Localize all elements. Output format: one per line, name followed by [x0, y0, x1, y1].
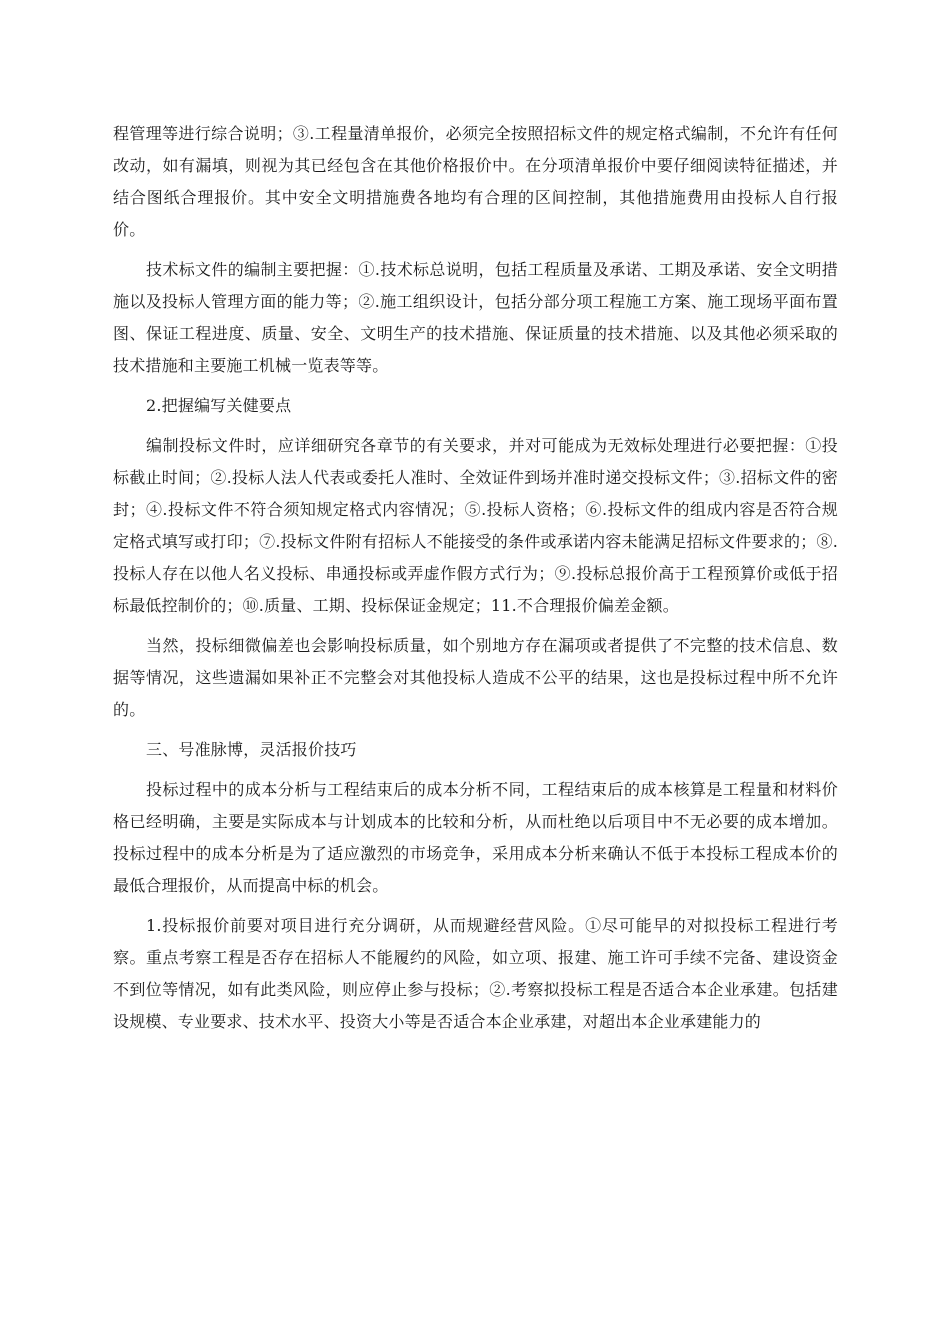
paragraph-continuation: 程管理等进行综合说明；③.工程量清单报价，必须完全按照招标文件的规定格式编制，不允许有任何改动，如有漏填，则视为其已经包含在其他价格报价中。在分项清单报价中要仔细阅读特征描述，并结合图纸合理报价。其中安全文明措施费各地均有合理的区间控制，其他措施费用由投标人自行报价。 [113, 124, 838, 239]
paragraph-invalid-bid-points: 编制投标文件时，应详细研究各章节的有关要求，并对可能成为无效标处理进行必要把握：①投标截止时间；②.投标人法人代表或委托人准时、全效证件到场并准时递交投标文件；③.招标文件的密封；④.投标文件不符合须知规定格式内容情况；⑤.投标人资格；⑥.投标文件的组成内容是否符合规定格式填写或打印；⑦.投标文件附有招标人不能接受的条件或承诺内容未能满足招标文件要求的；⑧.投标人存在以他人名义投标、串通投标或弄虚作假方式行为；⑨.投标总报价高于工程预算价或低于招标最低控制价的；⑩.质量、工期、投标保证金规定；11.不合理报价偏差金额。 [113, 436, 838, 615]
paragraph-minor-deviation: 当然，投标细微偏差也会影响投标质量，如个别地方存在漏项或者提供了不完整的技术信息、数据等情况，这些遗漏如果补正不完整会对其他投标人造成不公平的结果，这也是投标过程中所不允许的。 [113, 636, 838, 719]
paragraph-research-before-bid: 1.投标报价前要对项目进行充分调研，从而规避经营风险。①尽可能早的对拟投标工程进行考察。重点考察工程是否存在招标人不能履约的风险，如立项、报建、施工许可手续不完备、建设资金不到位等情况，如有此类风险，则应停止参与投标；②.考察拟投标工程是否适合本企业承建。包括建设规模、专业要求、技术水平、投资大小等是否适合本企业承建，对超出本企业承建能力的 [113, 916, 838, 1031]
document-page [113, 118, 838, 1038]
section-heading-key-points: 2.把握编写关健要点 [146, 396, 292, 415]
paragraph-technical-bid: 技术标文件的编制主要把握：①.技术标总说明，包括工程质量及承诺、工期及承诺、安全文明措施以及投标人管理方面的能力等；②.施工组织设计，包括分部分项工程施工方案、施工现场平面布置图、保证工程进度、质量、安全、文明生产的技术措施、保证质量的技术措施、以及其他必须采取的技术措施和主要施工机械一览表等等。 [113, 260, 838, 375]
section-heading-pricing-skills: 三、号准脉博，灵活报价技巧 [146, 740, 357, 759]
paragraph-cost-analysis: 投标过程中的成本分析与工程结束后的成本分析不同，工程结束后的成本核算是工程量和材料价格已经明确，主要是实际成本与计划成本的比较和分析，从而杜绝以后项目中不无必要的成本增加。投标过程中的成本分析是为了适应激烈的市场竞争，采用成本分析来确认不低于本投标工程成本价的最低合理报价，从而提高中标的机会。 [113, 780, 838, 895]
